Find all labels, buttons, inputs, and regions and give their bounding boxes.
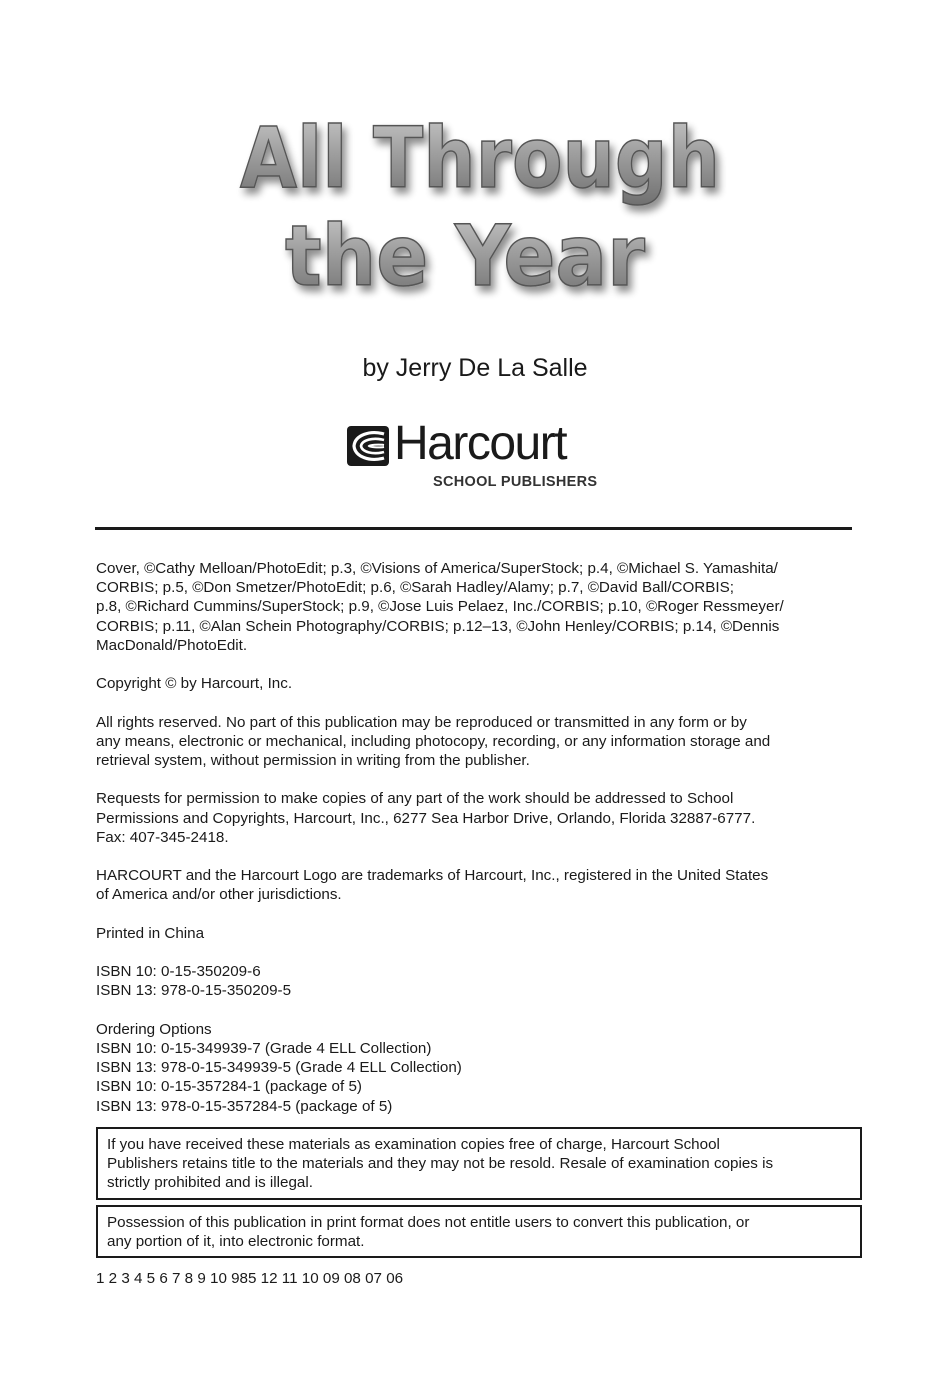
harcourt-swoosh-icon: [346, 425, 390, 467]
isbn-line: ISBN 13: 978-0-15-350209-5: [96, 982, 292, 1000]
notice-line: Publishers retains title to the materials and they may not be resold. Resale of examination copies is: [107, 1155, 774, 1173]
printed-in: Printed in China: [96, 924, 205, 942]
ordering-heading: Ordering Options: [96, 1020, 212, 1038]
printing-number-line: 1 2 3 4 5 6 7 8 9 10 985 12 11 10 09 08 07 06: [96, 1270, 404, 1287]
examination-copy-notice: [96, 1127, 862, 1200]
publisher-logo: [346, 417, 606, 494]
rights-line: any means, electronic or mechanical, including photocopy, recording, or any information storage and: [96, 732, 771, 750]
credits-line: CORBIS; p.5, ©Don Smetzer/PhotoEdit; p.6, ©Sarah Hadley/Alamy; p.7, ©David Ball/CORBIS;: [96, 579, 734, 597]
permission-line: Fax: 407-345-2418.: [96, 828, 229, 846]
title-line-1: All Through: [240, 109, 720, 207]
permission-line: Permissions and Copyrights, Harcourt, Inc., 6277 Sea Harbor Drive, Orlando, Florida 32887-6777.: [96, 809, 756, 827]
publisher-tagline: SCHOOL PUBLISHERS: [433, 474, 598, 490]
electronic-format-notice: [96, 1205, 862, 1258]
rights-line: All rights reserved. No part of this publication may be reproduced or transmitted in any form or by: [96, 713, 747, 731]
permission-line: Requests for permission to make copies of any part of the work should be addressed to School: [96, 790, 734, 808]
publisher-name: Harcourt: [394, 417, 567, 470]
notice-line: any portion of it, into electronic format.: [107, 1233, 365, 1251]
notice-line: strictly prohibited and is illegal.: [107, 1174, 313, 1192]
trademark-statement: [96, 866, 856, 904]
rights-line: retrieval system, without permission in writing from the publisher.: [96, 752, 530, 769]
ordering-line: ISBN 13: 978-0-15-357284-5 (package of 5): [96, 1097, 393, 1115]
trademark-line: HARCOURT and the Harcourt Logo are trademarks of Harcourt, Inc., registered in the United States: [96, 867, 769, 885]
title-line-2: the Year: [285, 207, 646, 305]
copyright-line: Copyright © by Harcourt, Inc.: [96, 675, 293, 693]
notice-line: Possession of this publication in print format does not entitle users to convert this publication, or: [107, 1214, 750, 1231]
isbn-block: [96, 962, 856, 1000]
author-byline: by Jerry De La Salle: [362, 354, 588, 382]
permissions-statement: [96, 789, 856, 847]
notice-line: If you have received these materials as examination copies free of charge, Harcourt School: [107, 1136, 720, 1153]
rights-statement: [96, 713, 856, 771]
copyright-page-text: [96, 559, 856, 1135]
ordering-options: [96, 1020, 856, 1116]
ordering-line: ISBN 10: 0-15-349939-7 (Grade 4 ELL Collection): [96, 1039, 432, 1057]
trademark-line: of America and/or other jurisdictions.: [96, 886, 342, 904]
ordering-line: ISBN 10: 0-15-357284-1 (package of 5): [96, 1078, 362, 1096]
ordering-line: ISBN 13: 978-0-15-349939-5 (Grade 4 ELL Collection): [96, 1059, 462, 1077]
credits-line: Cover, ©Cathy Melloan/PhotoEdit; p.3, ©Visions of America/SuperStock; p.4, ©Michael S. Yamashita/: [96, 560, 778, 577]
divider-rule: [95, 527, 852, 530]
credits-line: MacDonald/PhotoEdit.: [96, 636, 248, 654]
photo-credits: [96, 559, 856, 655]
credits-line: CORBIS; p.11, ©Alan Schein Photography/CORBIS; p.12–13, ©John Henley/CORBIS; p.14, ©Dennis: [96, 617, 780, 635]
book-title-art: [200, 95, 760, 315]
isbn-line: ISBN 10: 0-15-350209-6: [96, 963, 261, 981]
credits-line: p.8, ©Richard Cummins/SuperStock; p.9, ©Jose Luis Pelaez, Inc./CORBIS; p.10, ©Roger Ressmeyer/: [96, 598, 784, 616]
